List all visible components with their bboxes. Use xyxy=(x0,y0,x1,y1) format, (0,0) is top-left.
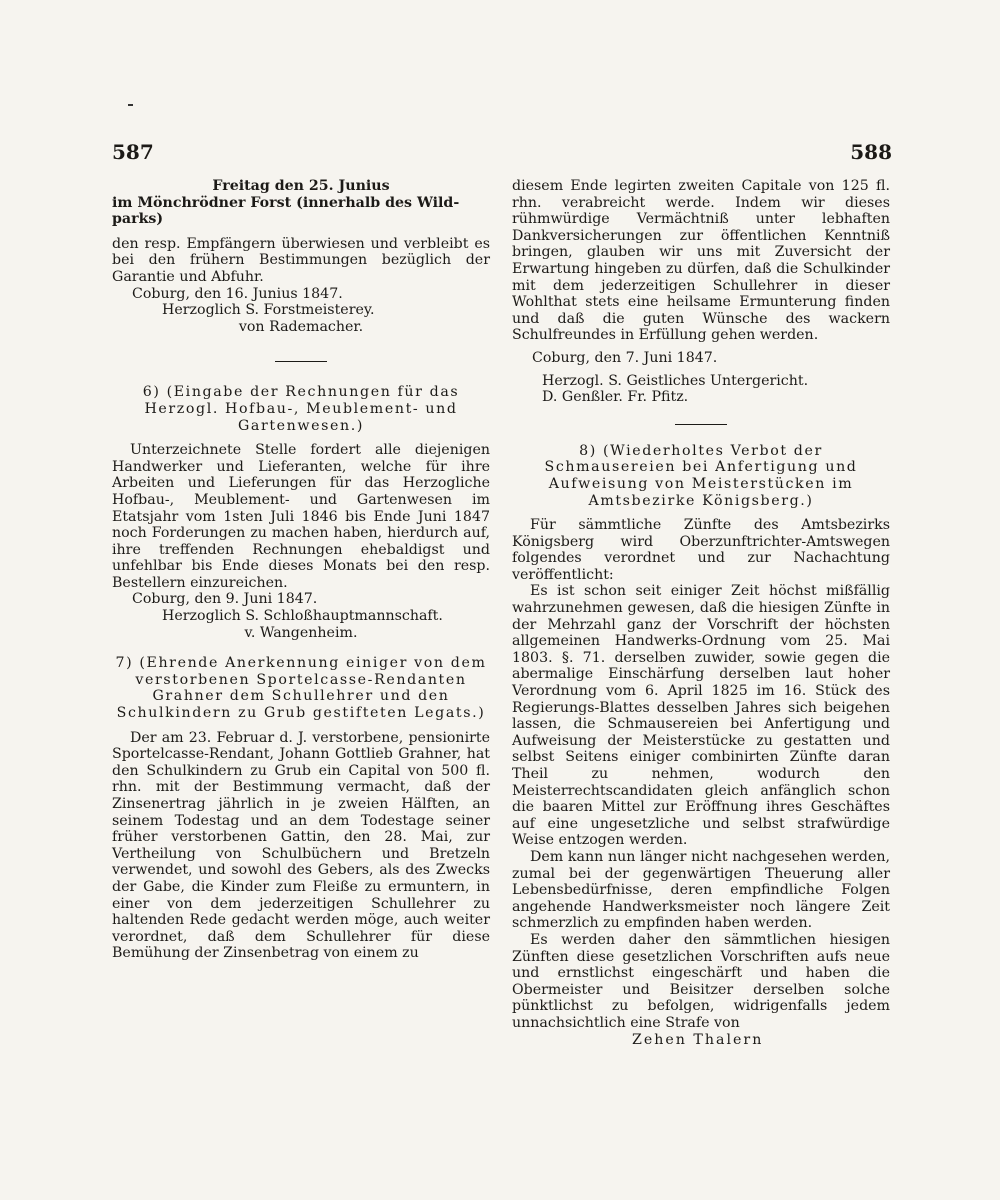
print-speck xyxy=(128,104,133,106)
notice-5-authority: Herzoglich S. Forstmeisterey. xyxy=(162,302,375,319)
page-number-left: 587 xyxy=(112,140,154,164)
notice-5-heading-line1: Freitag den 25. Junius xyxy=(212,178,390,194)
notice-6-authority: Herzoglich S. Schloßhauptmannschaft. xyxy=(162,608,443,625)
notice-5-continuation xyxy=(112,178,490,335)
right-column xyxy=(512,178,890,1048)
notice-5-heading-line3: parks) xyxy=(112,211,164,228)
notice-8-para2: Es ist schon seit einiger Zeit höchst mißfällig wahrzunehmen gewesen, daß die hiesigen Zünfte in der Mehrzahl ganz der Vorschrift der höchsten allgemeinen Handwerks-Ordnung vom 25. Mai 1803. §. 71. derselben zuwider, sowie gegen die abermalige Einschärfung derselben laut hoher Verordnung vom 6. April 1825 im 16. Stück des Regierungs-Blattes desselben Jahres sich beigehen lassen, die Schmausereien bei Anfertigung und Aufweisung der Meisterstücke zu gestatten und selbst Seitens einiger combinirten Zünfte daran Theil zu nehmen, wodurch den Meisterrechtscandidaten gleich anfänglich schon die baaren Mittel zur Eröffnung ihres Geschäftes auf eine ungesetzliche und selbst strafwürdige Weise entzogen werden. xyxy=(512,583,890,849)
notice-8-para4: Es werden daher den sämmtlichen hiesigen Zünften diese gesetzlichen Vorschriften aufs neue und ernstlichst eingeschärft und haben die Obermeister und Beisitzer derselben solche pünktlichst zu befolgen, widrigenfalls jedem unnachsichtlich eine Strafe von xyxy=(512,931,890,1031)
left-column xyxy=(112,178,490,962)
notice-8-para1: Für sämmtliche Zünfte des Amtsbezirks Königsberg wird Oberzunftrichter-Amtswegen folgendes verordnet und zur Nachachtung veröffentlicht: xyxy=(512,517,890,583)
catchword: Zehen Thalern xyxy=(632,1031,764,1048)
notice-7-continued-body: diesem Ende legirten zweiten Capitale von 125 fl. rhn. verabreicht werde. Indem wir dieses rühmwürdige Vermächtniß unter lebhaften Dankversicherungen zur öffentlichen Kenntniß bringen, glauben wir uns mit Zuversicht der Erwartung hingeben zu dürfen, daß die Schulkinder mit dem jederzeitigen Schullehrer in dieser Wohlthat stets eine heilsame Ermunterung finden und daß die guten Wünsche des wackern Schulfreundes in Erfüllung gehen werden. xyxy=(512,178,890,344)
notice-5-place-date: Coburg, den 16. Junius 1847. xyxy=(132,285,343,302)
notice-8-para3: Dem kann nun länger nicht nachgesehen werden, zumal bei der gegenwärtigen Theuerung aller Lebensbedürfnisse, deren empfindliche Folgen angehende Handwerksmeister noch längere Zeit schmerzlich zu empfinden haben werden. xyxy=(512,848,890,932)
notice-7-authority: Herzogl. S. Geistliches Untergericht. xyxy=(542,372,809,389)
notice-5-body: den resp. Empfängern überwiesen und verbleibt es bei den frühern Bestimmungen bezüglich der Garantie und Abfuhr. xyxy=(112,235,490,285)
notice-8 xyxy=(512,443,890,1048)
notice-7-title: 7) (Ehrende Anerkennung einiger von dem verstorbenen Sportelcasse-Rendanten Grahner dem Schullehrer und den Schulkindern zu Grub gestifteten Legats.) xyxy=(115,655,487,722)
notice-5-heading-line2: im Mönchrödner Forst (innerhalb des Wild- xyxy=(112,194,460,211)
section-divider xyxy=(675,424,727,425)
notice-8-title: 8) (Wiederholtes Verbot der Schmausereien bei Anfertigung und Aufweisung von Meisterstücken im Amtsbezirke Königsberg.) xyxy=(544,442,858,509)
notice-7-continuation xyxy=(512,178,890,406)
notice-7-signatures: D. Genßler. Fr. Pfitz. xyxy=(542,389,689,406)
page-number-right: 588 xyxy=(850,140,892,164)
section-divider xyxy=(275,361,327,362)
notice-7-place-date: Coburg, den 7. Juni 1847. xyxy=(532,349,718,366)
notice-5-signature: von Rademacher. xyxy=(238,318,364,335)
notice-6-place-date: Coburg, den 9. Juni 1847. xyxy=(132,591,318,608)
notice-7-body: Der am 23. Februar d. J. verstorbene, pensionirte Sportelcasse-Rendant, Johann Gottlieb Grahner, hat den Schulkindern zu Grub ein Capital von 500 fl. rhn. mit der Bestimmung vermacht, daß der Zinsenertrag jährlich in je zweien Hälften, an seinem Todestag und an dem Todestage seiner früher verstorbenen Gattin, den 28. Mai, zur Vertheilung von Schulbüchern und Bretzeln verwendet, und sowohl des Gebers, als des Zwecks der Gabe, die Kinder zum Fleiße zu ermuntern, in einer von dem jederzeitigen Schullehrer zu haltenden Rede gedacht werden möge, auch weiter verordnet, daß dem Schullehrer für diese Bemühung der Zinsenbetrag von einem zu xyxy=(112,729,490,962)
notice-6-signature: v. Wangenheim. xyxy=(244,624,358,641)
notice-6-body: Unterzeichnete Stelle fordert alle diejenigen Handwerker und Lieferanten, welche für ihre Arbeiten und Lieferungen für das Herzogliche Hofbau-, Meublement- und Gartenwesen im Etatsjahr vom 1sten Juli 1846 bis Ende Juni 1847 noch Forderungen zu machen haben, hierdurch auf, ihre treffenden Rechnungen ehebaldigst und unfehlbar bis Ende dieses Monats bei den resp. Bestellern einzureichen. xyxy=(112,442,490,591)
notice-6-title: 6) (Eingabe der Rechnungen für das Herzogl. Hofbau-, Meublement- und Gartenwesen.) xyxy=(142,384,460,434)
notice-6 xyxy=(112,384,490,641)
notice-7 xyxy=(112,655,490,962)
